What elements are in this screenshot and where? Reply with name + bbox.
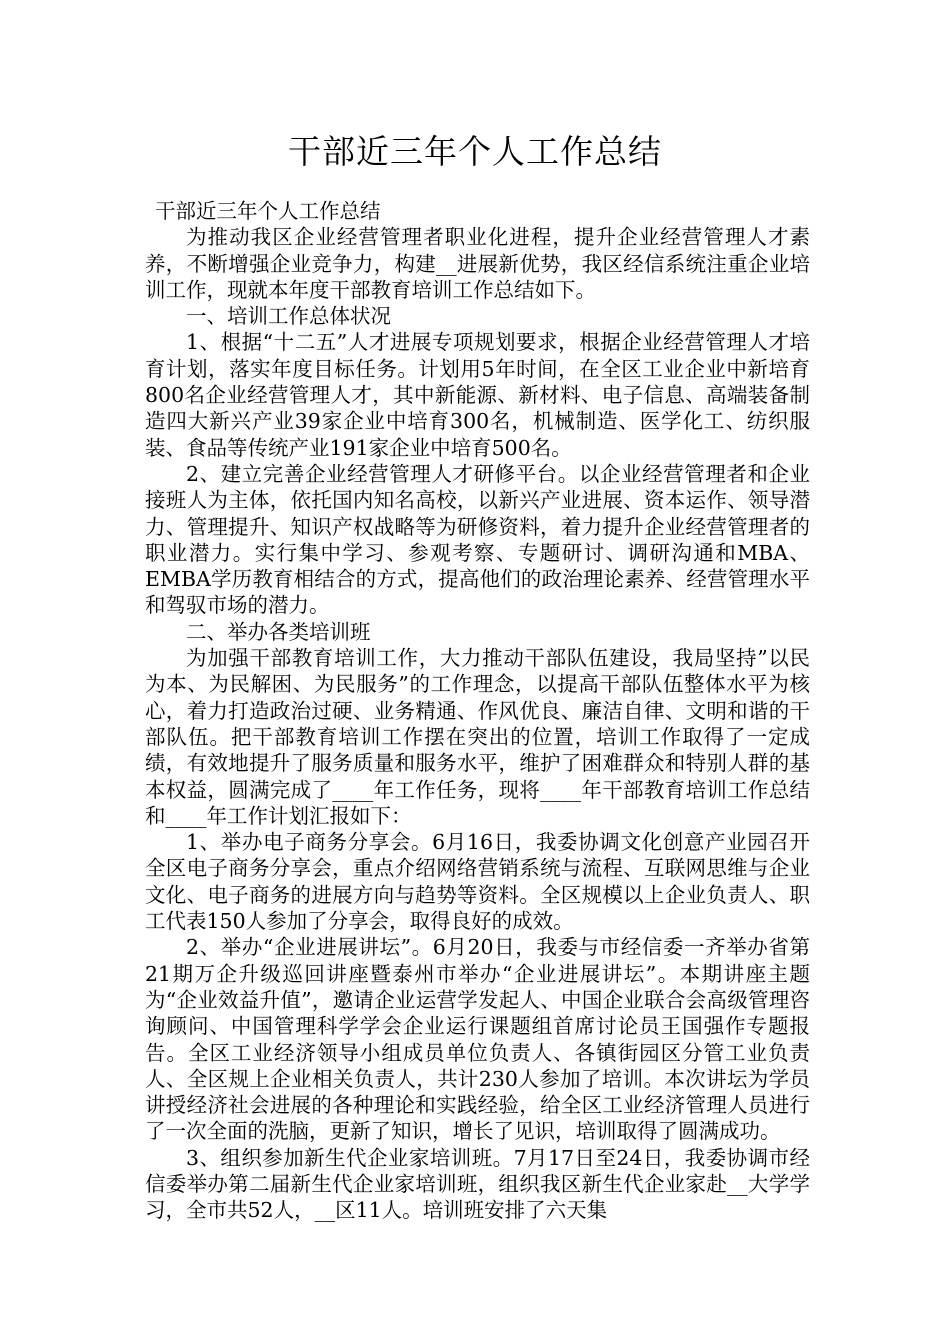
paragraph-new-generation: 3、组织参加新生代企业家培训班。7月17日至24日，我委协调市经信委举办第二届新生代企业家培训班，组织我区新生代企业家赴__大学学习，全市共52人，__区11人。培训班安排了六天集 [145, 1145, 810, 1223]
paragraph-platform: 2、建立完善企业经营管理人才研修平台。以企业经营管理者和企业接班人为主体，依托国内知名高校，以新兴产业进展、资本运作、领导潜力、管理提升、知识产权战略等为研修资料，着力提升企业经营管理者的职业潜力。实行集中学习、参观考察、专题研讨、调研沟通和MBA、EMBA学历教育相结合的方式，提高他们的政治理论素养、经营管理水平和驾驭市场的潜力。 [145, 461, 810, 618]
document-subtitle: 干部近三年个人工作总结 [155, 199, 381, 223]
section-heading-overview: 一、培训工作总体状况 [186, 304, 391, 329]
section-heading-trainings: 二、举办各类培训班 [186, 619, 371, 644]
paragraph-training-intro: 为加强干部教育培训工作，大力推动干部队伍建设，我局坚持”以民为本、为民解困、为民服务”的工作理念，以提高干部队伍整体水平为核心，着力打造政治过硬、业务精通、作风优良、廉洁自律、文明和谐的干部队伍。把干部教育培训工作摆在突出的位置，培训工作取得了一定成绩，有效地提升了服务质量和服务水平，维护了困难群众和特别人群的基本权益，圆满完成了____年工作任务，现将____年干部教育培训工作总结和____年工作计划汇报如下： [145, 646, 810, 828]
paragraph-intro: 为推动我区企业经营管理者职业化进程，提升企业经营管理人才素养，不断增强企业竞争力，构建__进展新优势，我区经信系统注重企业培训工作，现就本年度干部教育培训工作总结如下。 [145, 225, 810, 302]
document-title: 干部近三年个人工作总结 [288, 132, 662, 171]
paragraph-ecommerce: 1、举办电子商务分享会。6月16日，我委协调文化创意产业园召开全区电子商务分享会，重点介绍网络营销系统与流程、互联网思维与企业文化、电子商务的进展方向与趋势等资料。全区规模以上企业负责人、职工代表150人参加了分享会，取得良好的成效。 [145, 830, 810, 934]
paragraph-plan: 1、根据“十二五”人才进展专项规划要求，根据企业经营管理人才培育计划，落实年度目标任务。计划用5年时间，在全区工业企业中新培育800名企业经营管理人才，其中新能源、新材料、电子信息、高端装备制造四大新兴产业39家企业中培育300名，机械制造、医学化工、纺织服装、食品等传统产业191家企业中培育500名。 [145, 330, 810, 460]
document-body [145, 198, 810, 1224]
paragraph-forum: 2、举办“企业进展讲坛”。6月20日，我委与市经信委一齐举办省第21期万企升级巡回讲座暨泰州市举办“企业进展讲坛”。本期讲座主题为“企业效益升值”，邀请企业运营学发起人、中国企业联合会高级管理咨询顾问、中国管理科学学会企业运行课题组首席讨论员王国强作专题报告。全区工业经济领导小组成员单位负责人、各镇街园区分管工业负责人、全区规上企业相关负责人，共计230人参加了培训。本次讲坛为学员讲授经济社会进展的各种理论和实践经验，给全区工业经济管理人员进行了一次全面的洗脑，更新了知识，增长了见识，培训取得了圆满成功。 [145, 935, 810, 1144]
